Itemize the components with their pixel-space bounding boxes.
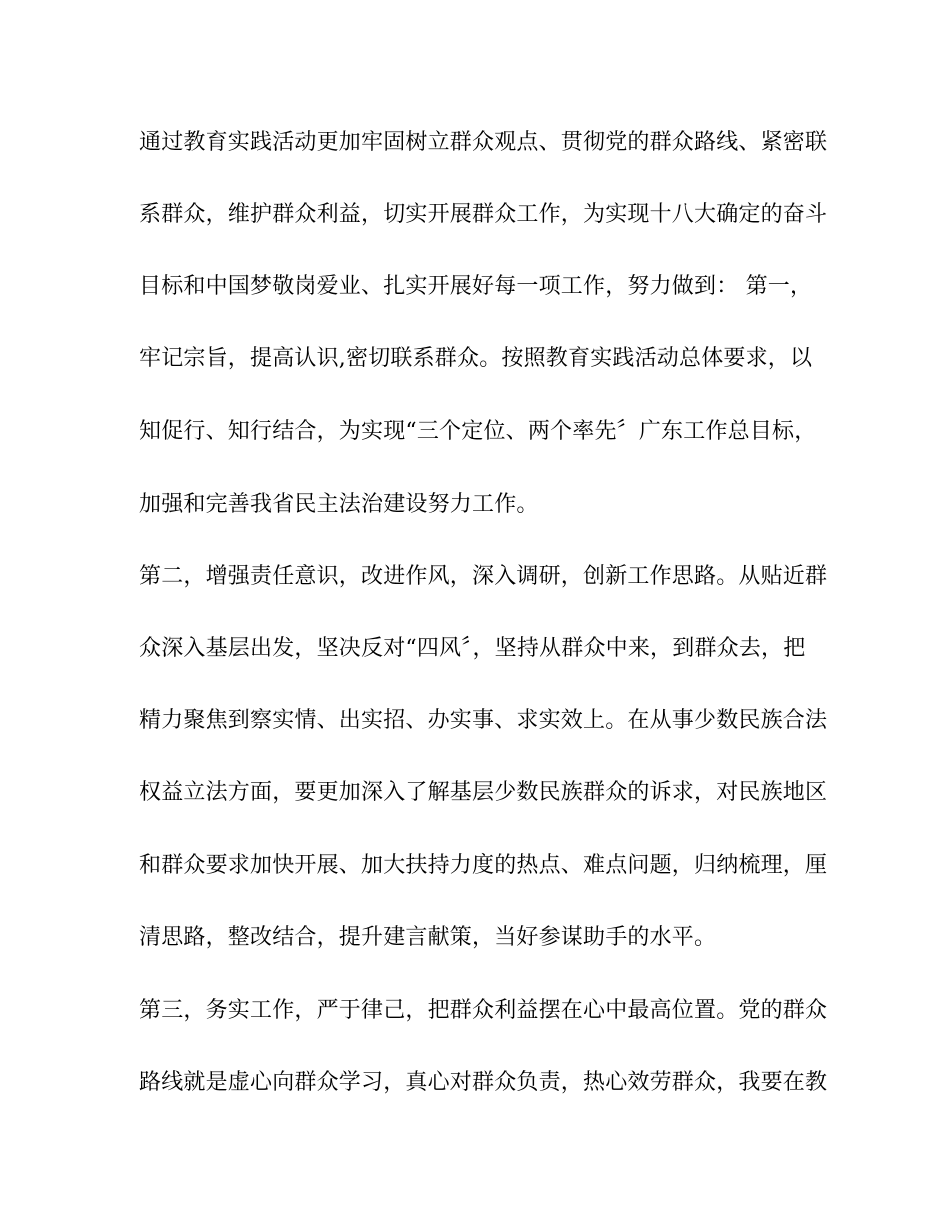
text-line-14: 路线就是虚心向群众学习，真心对群众负责，热心效劳群众，我要在教: [139, 1070, 828, 1095]
text-line-3: 目标和中国梦敬岗爱业、扎实开展好每一项工作，努力做到： 第一，: [139, 274, 813, 299]
text-line-4: 牢记宗旨，提高认识,密切联系群众。按照教育实践活动总体要求，以: [139, 346, 813, 371]
text-line-13: 第三，务实工作，严于律己，把群众利益摆在心中最高位置。党的群众: [139, 998, 828, 1023]
text-line-9: 精力聚焦到察实情、出实招、办实事、求实效上。在从事少数民族合法: [139, 708, 828, 733]
text-line-5: 知促行、知行结合，为实现“三个定位、两个率先〞广东工作总目标，: [139, 419, 817, 444]
text-line-6: 加强和完善我省民主法治建设努力工作。: [139, 492, 539, 517]
text-line-1: 通过教育实践活动更加牢固树立群众观点、贯彻党的群众路线、紧密联: [139, 130, 828, 155]
text-line-7: 第二，增强责任意识，改进作风，深入调研，创新工作思路。从贴近群: [139, 564, 828, 589]
text-line-2: 系群众，维护群众利益，切实开展群众工作，为实现十八大确定的奋斗: [139, 202, 828, 227]
text-line-11: 和群众要求加快开展、加大扶持力度的热点、难点问题，归纳梳理，厘: [139, 853, 828, 878]
text-line-8: 众深入基层出发，坚决反对“四风〞，坚持从群众中来，到群众去，把: [139, 636, 806, 661]
text-line-10: 权益立法方面，要更加深入了解基层少数民族群众的诉求，对民族地区: [139, 780, 828, 805]
text-line-12: 清思路，整改结合，提升建言献策，当好参谋助手的水平。: [139, 925, 717, 950]
